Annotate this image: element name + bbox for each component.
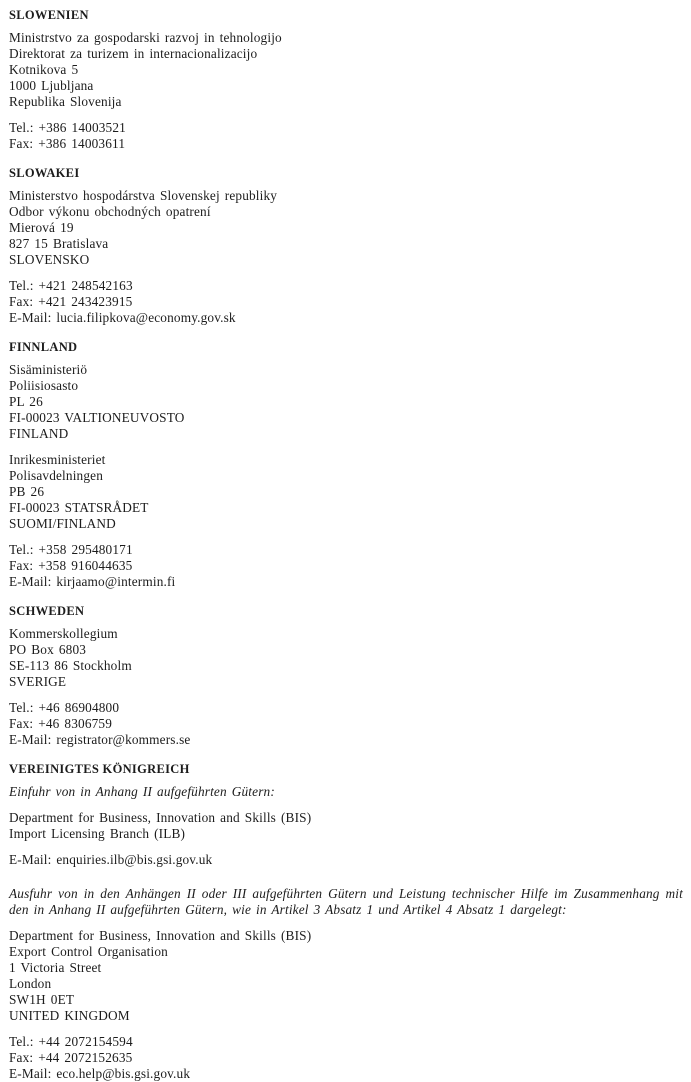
address-block — [9, 452, 683, 532]
section-schweden — [9, 603, 683, 748]
text-line: Kotnikova 5 — [9, 62, 79, 77]
text-line: SLOVENSKO — [9, 252, 90, 267]
text-line: SUOMI/FINLAND — [9, 516, 116, 531]
country-heading: SLOWAKEI — [9, 166, 80, 180]
text-line: Fax: +358 916044635 — [9, 558, 133, 573]
address-block — [9, 810, 683, 842]
text-line: E-Mail: kirjaamo@intermin.fi — [9, 574, 176, 589]
text-line: Department for Business, Innovation and Skills (BIS) — [9, 928, 312, 943]
note-block — [9, 886, 683, 918]
text-line: 1 Victoria Street — [9, 960, 102, 975]
text-line: Tel.: +46 86904800 — [9, 700, 120, 715]
text-line: London — [9, 976, 52, 991]
text-line: Odbor výkonu obchodných opatrení — [9, 204, 211, 219]
address-block — [9, 852, 683, 868]
text-line: SE-113 86 Stockholm — [9, 658, 132, 673]
text-line: SVERIGE — [9, 674, 67, 689]
text-line: Export Control Organisation — [9, 944, 168, 959]
text-line: Kommerskollegium — [9, 626, 118, 641]
text-line: Einfuhr von in Anhang II aufgeführten Gütern: — [9, 784, 275, 799]
text-line: Ausfuhr von in den Anhängen II oder III aufgeführten Gütern und Leistung technischer Hilfe im Zusammenhang mit den in Anhang II aufgeführten Gütern, wie in Artikel 3 Absatz 1 und Artikel 4 Absatz 1 dargelegt: — [9, 886, 683, 917]
text-line: Fax: +421 243423915 — [9, 294, 133, 309]
text-line: Ministrstvo za gospodarski razvoj in tehnologijo — [9, 30, 282, 45]
text-line: Poliisiosasto — [9, 378, 79, 393]
text-line: Fax: +46 8306759 — [9, 716, 113, 731]
text-line: Inrikesministeriet — [9, 452, 106, 467]
address-block — [9, 30, 683, 110]
section-slowenien — [9, 7, 683, 152]
text-line: Mierová 19 — [9, 220, 74, 235]
text-line: Fax: +44 2072152635 — [9, 1050, 133, 1065]
text-line: 827 15 Bratislava — [9, 236, 109, 251]
address-block — [9, 928, 683, 1024]
text-line: SW1H 0ET — [9, 992, 75, 1007]
address-block — [9, 278, 683, 326]
text-line: Tel.: +358 295480171 — [9, 542, 133, 557]
text-line: Polisavdelningen — [9, 468, 103, 483]
text-line: 1000 Ljubljana — [9, 78, 94, 93]
text-line: FI-00023 VALTIONEUVOSTO — [9, 410, 185, 425]
text-line: Direktorat za turizem in internacionalizacijo — [9, 46, 258, 61]
text-line: Import Licensing Branch (ILB) — [9, 826, 186, 841]
text-line: PL 26 — [9, 394, 43, 409]
address-block — [9, 120, 683, 152]
text-line: UNITED KINGDOM — [9, 1008, 130, 1023]
text-line: Ministerstvo hospodárstva Slovenskej republiky — [9, 188, 278, 203]
country-heading: SCHWEDEN — [9, 604, 85, 618]
text-line: Tel.: +386 14003521 — [9, 120, 126, 135]
text-line: Department for Business, Innovation and Skills (BIS) — [9, 810, 312, 825]
text-line: Tel.: +44 2072154594 — [9, 1034, 133, 1049]
country-heading: SLOWENIEN — [9, 8, 89, 22]
address-block — [9, 1034, 683, 1082]
note-block — [9, 784, 683, 800]
text-line: Republika Slovenija — [9, 94, 122, 109]
country-heading: FINNLAND — [9, 340, 78, 354]
section-vereinigtes-koenigreich — [9, 761, 683, 1082]
country-heading: VEREINIGTES KÖNIGREICH — [9, 762, 190, 776]
text-line: E-Mail: lucia.filipkova@economy.gov.sk — [9, 310, 236, 325]
text-line: PO Box 6803 — [9, 642, 87, 657]
address-block — [9, 362, 683, 442]
text-line: Fax: +386 14003611 — [9, 136, 126, 151]
address-block — [9, 188, 683, 268]
text-line: PB 26 — [9, 484, 45, 499]
address-block — [9, 542, 683, 590]
text-line: E-Mail: enquiries.ilb@bis.gsi.gov.uk — [9, 852, 213, 867]
address-block — [9, 700, 683, 748]
section-slowakei — [9, 165, 683, 326]
text-line: E-Mail: eco.help@bis.gsi.gov.uk — [9, 1066, 191, 1081]
text-line: Tel.: +421 248542163 — [9, 278, 133, 293]
text-line: E-Mail: registrator@kommers.se — [9, 732, 191, 747]
text-line: FINLAND — [9, 426, 69, 441]
address-block — [9, 626, 683, 690]
text-line: Sisäministeriö — [9, 362, 88, 377]
text-line: FI-00023 STATSRÅDET — [9, 500, 149, 515]
section-finnland — [9, 339, 683, 590]
